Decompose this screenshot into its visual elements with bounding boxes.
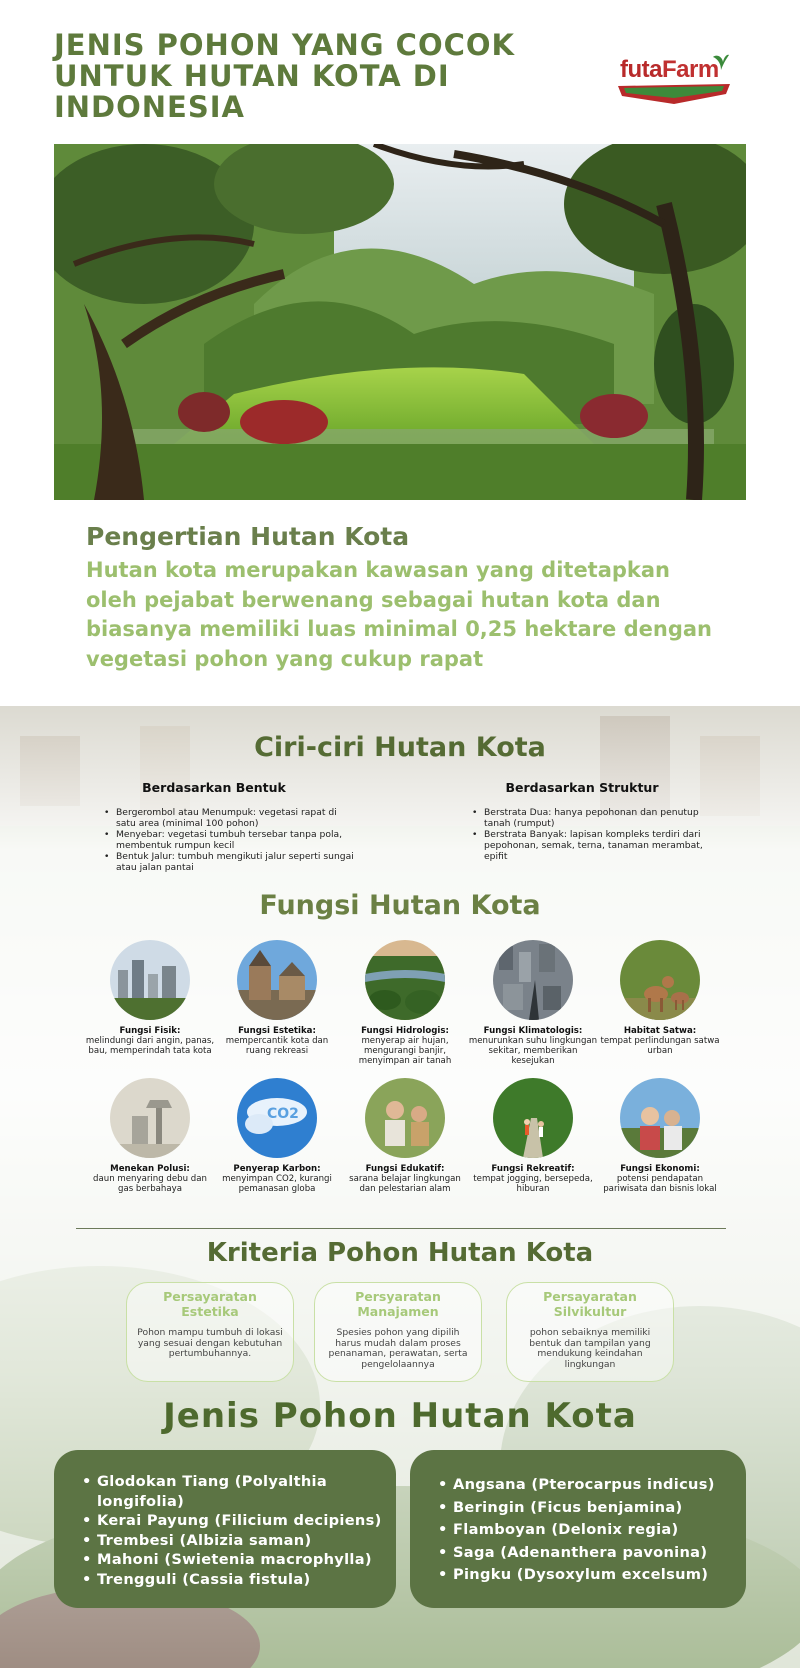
list-item: • Angsana (Pterocarpus indicus)	[438, 1474, 732, 1497]
ciri-struktur-heading: Berdasarkan Struktur	[505, 780, 659, 795]
definition-text: Hutan kota merupakan kawasan yang ditetapkan oleh pejabat berwenang sebagai hutan kota dan biasanya memiliki luas minimal 0,25 hektare dengan vegetasi pohon yang cukup rapat	[86, 558, 712, 671]
section-divider	[76, 1228, 726, 1229]
fungsi-item-klimatologis	[468, 940, 598, 1066]
ciri-section-title: Ciri-ciri Hutan Kota	[254, 732, 546, 763]
fungsi-label: Habitat Satwa: tempat perlindungan satwa urban	[600, 1026, 720, 1056]
fungsi-label: Fungsi Klimatologis: menurunkan suhu lingkungan sekitar, memberikan kesejukan	[468, 1026, 598, 1066]
fungsi-section-title: Fungsi Hutan Kota	[259, 890, 541, 921]
list-item: • Bergerombol atau Menumpuk: vegetasi rapat di satu area (minimal 100 pohon)	[104, 807, 354, 829]
list-item: • Saga (Adenanthera pavonina)	[438, 1542, 732, 1565]
fungsi-label: Fungsi Rekreatif: tempat jogging, bersepeda, hiburan	[473, 1164, 593, 1194]
futafarm-logo	[614, 52, 734, 108]
logo-wordmark: futaFarm	[620, 56, 719, 83]
list-item: • Flamboyan (Delonix regia)	[438, 1519, 732, 1542]
fungsi-label: Fungsi Fisik: melindungi dari angin, panas, bau, memperindah tata kota	[85, 1026, 215, 1056]
list-item: • Berstrata Banyak: lapisan kompleks terdiri dari pepohonan, semak, terna, tanaman merambat, epifit	[472, 829, 722, 862]
co2-cloud-photo-icon	[237, 1078, 317, 1158]
page-title: JENIS POHON YANG COCOK UNTUK HUTAN KOTA DI INDONESIA	[54, 28, 516, 124]
list-item: • Beringin (Ficus benjamina)	[438, 1497, 732, 1520]
ciri-struktur-column	[472, 780, 722, 862]
logo-banner-shape	[618, 84, 730, 106]
forest-river-photo-icon	[365, 940, 445, 1020]
fungsi-item-karbon	[212, 1078, 342, 1194]
castle-photo-icon	[237, 940, 317, 1020]
fungsi-item-edukatif	[340, 1078, 470, 1194]
leaf-icon	[712, 52, 730, 72]
definition-title: Pengertian Hutan Kota	[86, 522, 410, 551]
fungsi-item-hidrologis	[340, 940, 470, 1066]
fungsi-item-ekonomi	[595, 1078, 725, 1194]
fungsi-label: Menekan Polusi: daun menyaring debu dan gas berbahaya	[93, 1164, 207, 1194]
kriteria-card-title: Persayaratan Estetika	[163, 1289, 257, 1319]
kriteria-card-estetika	[126, 1282, 294, 1382]
fungsi-item-rekreatif	[468, 1078, 598, 1194]
list-item: • Kerai Payung (Filicium decipiens)	[82, 1511, 382, 1531]
kriteria-section-title: Kriteria Pohon Hutan Kota	[206, 1238, 594, 1268]
list-item: • Trengguli (Cassia fistula)	[82, 1570, 382, 1590]
ciri-bentuk-column	[104, 780, 354, 873]
kriteria-card-title: Persayaratan Silvikultur	[543, 1289, 637, 1319]
fungsi-item-polusi	[85, 1078, 215, 1194]
tourists-photo-icon	[620, 1078, 700, 1158]
list-item: • Trembesi (Albizia saman)	[82, 1531, 382, 1551]
svg-text:CO2: CO2	[267, 1106, 299, 1122]
factory-photo-icon	[110, 1078, 190, 1158]
kriteria-card-text: pohon sebaiknya memiliki bentuk dan tampilan yang mendukung keindahan lingkungan	[529, 1327, 651, 1370]
city-aerial-photo-icon	[493, 940, 573, 1020]
ciri-bentuk-heading: Berdasarkan Bentuk	[142, 780, 286, 795]
list-item: • Menyebar: vegetasi tumbuh tersebar tanpa pola, membentuk rumpun kecil	[104, 829, 354, 851]
fungsi-item-habitat	[595, 940, 725, 1056]
kriteria-card-manajamen	[314, 1282, 482, 1382]
jenis-list-right	[410, 1450, 746, 1608]
list-item: • Mahoni (Swietenia macrophylla)	[82, 1550, 382, 1570]
fungsi-label: Fungsi Ekonomi: potensi pendapatan pariwisata dan bisnis lokal	[603, 1164, 717, 1194]
jenis-section-title: Jenis Pohon Hutan Kota	[163, 1396, 637, 1436]
fungsi-label: Fungsi Edukatif: sarana belajar lingkungan dan pelestarian alam	[349, 1164, 461, 1194]
fungsi-label: Fungsi Hidrologis: menyerap air hujan, mengurangi banjir, menyimpan air tanah	[358, 1026, 452, 1066]
kriteria-card-text: Pohon mampu tumbuh di lokasi yang sesuai dengan kebutuhan pertumbuhannya.	[137, 1327, 283, 1359]
fungsi-item-fisik	[85, 940, 215, 1056]
kids-learning-photo-icon	[365, 1078, 445, 1158]
list-item: • Pingku (Dysoxylum excelsum)	[438, 1564, 732, 1587]
hero-park-photo	[54, 144, 746, 500]
jenis-list-left	[54, 1450, 396, 1608]
kriteria-card-silvikultur	[506, 1282, 674, 1382]
fungsi-item-estetika	[212, 940, 342, 1056]
list-item: • Berstrata Dua: hanya pepohonan dan penutup tanah (rumput)	[472, 807, 722, 829]
fungsi-label: Fungsi Estetika: mempercantik kota dan ruang rekreasi	[225, 1026, 329, 1056]
city-skyline-photo-icon	[110, 940, 190, 1020]
kriteria-card-title: Persyaratan Manajamen	[355, 1289, 441, 1319]
kriteria-card-text: Spesies pohon yang dipilih harus mudah dalam proses penanaman, perawatan, serta pengelolaannya	[328, 1327, 468, 1370]
deer-photo-icon	[620, 940, 700, 1020]
jogging-photo-icon	[493, 1078, 573, 1158]
list-item: • Bentuk Jalur: tumbuh mengikuti jalur seperti sungai atau jalan pantai	[104, 851, 354, 873]
list-item: • Glodokan Tiang (Polyalthia longifolia)	[82, 1472, 382, 1511]
fungsi-label: Penyerap Karbon: menyimpan CO2, kurangi pemanasan globa	[222, 1164, 332, 1194]
